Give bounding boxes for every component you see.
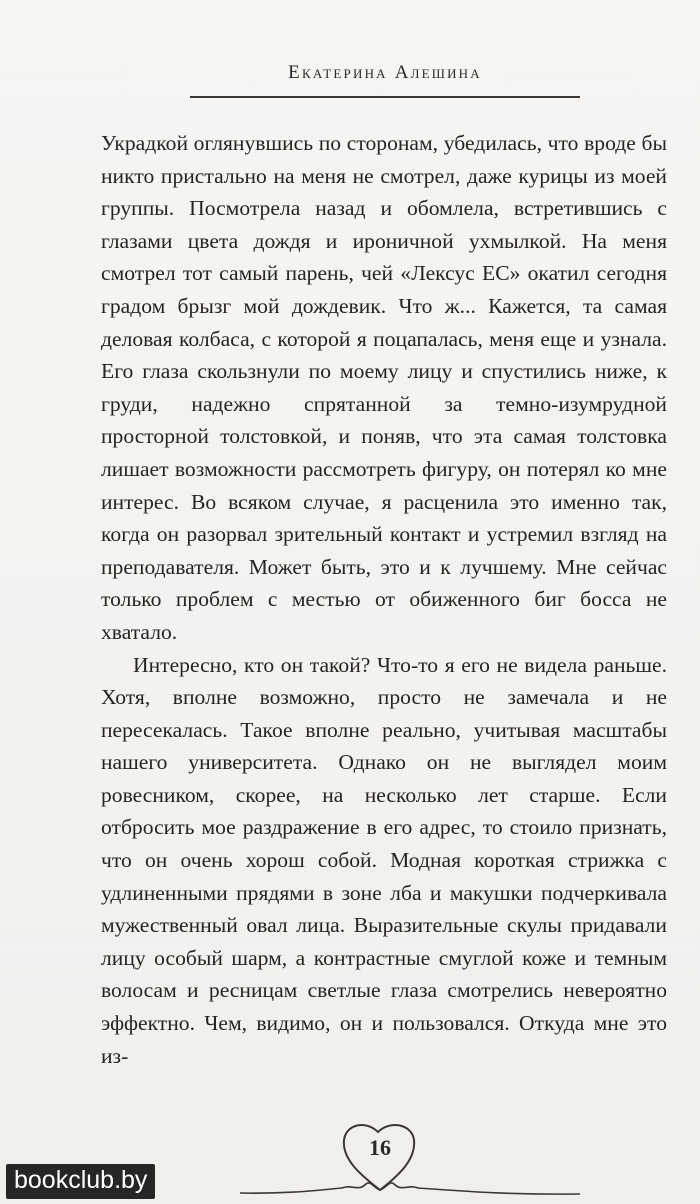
paragraph-2: Интересно, кто он такой? Что-то я его не видела раньше. Хотя, вполне возможно, просто не замечала и не пересекалась. Такое вполне реально, учитывая масштабы нашего университета. Однако он не выглядел моим ровесником, скорее, на несколько лет старше. Если отбросить мое раздражение в его адрес, то стоило признать, что он очень хорош собой. Модная короткая стрижка с удлиненными прядями в зоне лба и макушки подчеркивала мужественный овал лица. Выразительные скулы придавали лицу особый шарм, а контрастные смуглой коже и темным волосам и ресницам светлые глаза смотрелись невероятно эффектно. Чем, видимо, он и пользовался. Откуда мне это из- xyxy=(101,652,667,1068)
paragraph-1: Украдкой оглянувшись по сторонам, убедилась, что вроде бы никто пристально на меня не смотрел, даже курицы из моей группы. Посмотрела назад и обомлела, встретившись с глазами цвета дождя и ироничной ухмылкой. На меня смотрел тот самый парень, чей «Лексус ЕС» окатил сегодня градом брызг мой дождевик. Что ж... Кажется, та самая деловая колбаса, с которой я поцапалась, меня еще и узнала. Его глаза скользнули по моему лицу и спустились ниже, к груди, надежно спрятанной за темно-изумрудной просторной толстовкой, и поняв, что эта самая толстовка лишает возможности рассмотреть фигуру, он потерял ко мне интерес. Во всяком случае, я расценила это именно так, когда он разорвал зрительный контакт и устремил взгляд на преподавателя. Может быть, это и к лучшему. Мне сейчас только проблем с местью от обиженного биг босса не хватало. xyxy=(101,131,667,644)
body-text xyxy=(101,127,667,1072)
header-rule xyxy=(190,96,580,98)
running-header-author: Екатерина Алешина xyxy=(288,62,482,83)
page-number: 16 xyxy=(369,1135,391,1160)
watermark-logo: bookclub.by xyxy=(6,1164,155,1199)
